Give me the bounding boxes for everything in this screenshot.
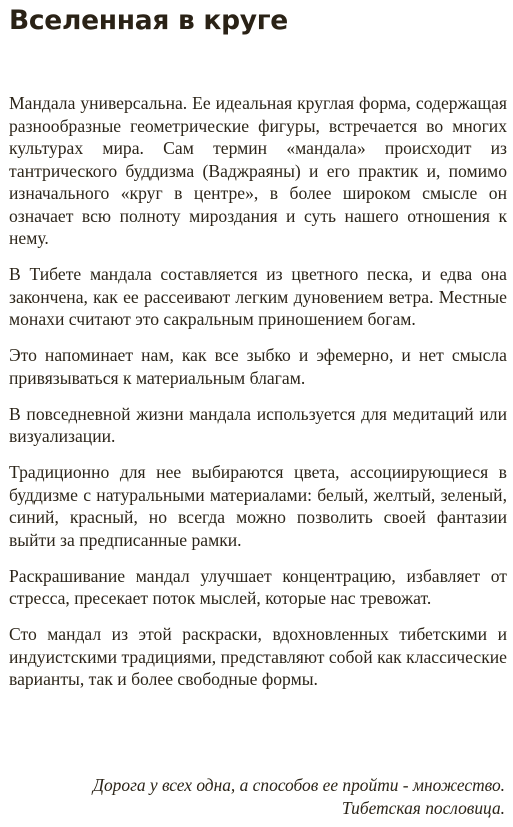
epigraph-text: Дорога у всех одна, а способов ее пройти - множество. (92, 775, 505, 795)
paragraph-7: Сто мандал из этой раскраски, вдохновленных тибетскими и индуистскими традициями, представляют собой как классические варианты, так и более свободные формы. (9, 624, 507, 689)
page-title: Вселенная в круге (9, 5, 288, 36)
epigraph-source: Тибетская пословица. (341, 797, 505, 818)
paragraph-1: Мандала универсальна. Ее идеальная круглая форма, содержащая разнообразные геометрические фигуры, встречается во многих культурах мира. Сам термин «мандала» происходит из тантрического буддизма (Ваджраяны) и его практик и, помимо изначального «круг в центре», в более широком смысле он означает всю полноту мироздания и суть нашего отношения к нему. (9, 93, 507, 248)
epigraph (7, 774, 505, 819)
paragraph-3: Это напоминает нам, как все зыбко и эфемерно, и нет смысла привязываться к материальным благам. (9, 345, 507, 388)
paragraph-6: Раскрашивание мандал улучшает концентрацию, избавляет от стресса, пресекает поток мыслей, которые нас тревожат. (9, 565, 507, 608)
paragraph-2: В Тибете мандала составляется из цветного песка, и едва она закончена, как ее рассеивают легким дуновением ветра. Местные монахи считают это сакральным приношением богам. (9, 264, 507, 329)
body-text (9, 92, 507, 704)
paragraph-4: В повседневной жизни мандала используется для медитаций или визуализации. (9, 403, 507, 446)
paragraph-5: Традиционно для нее выбираются цвета, ассоциирующиеся в буддизме с натуральными материалами: белый, желтый, зеленый, синий, красный, но всегда можно позволить своей фантазии выйти за предписанные рамки. (9, 462, 507, 550)
